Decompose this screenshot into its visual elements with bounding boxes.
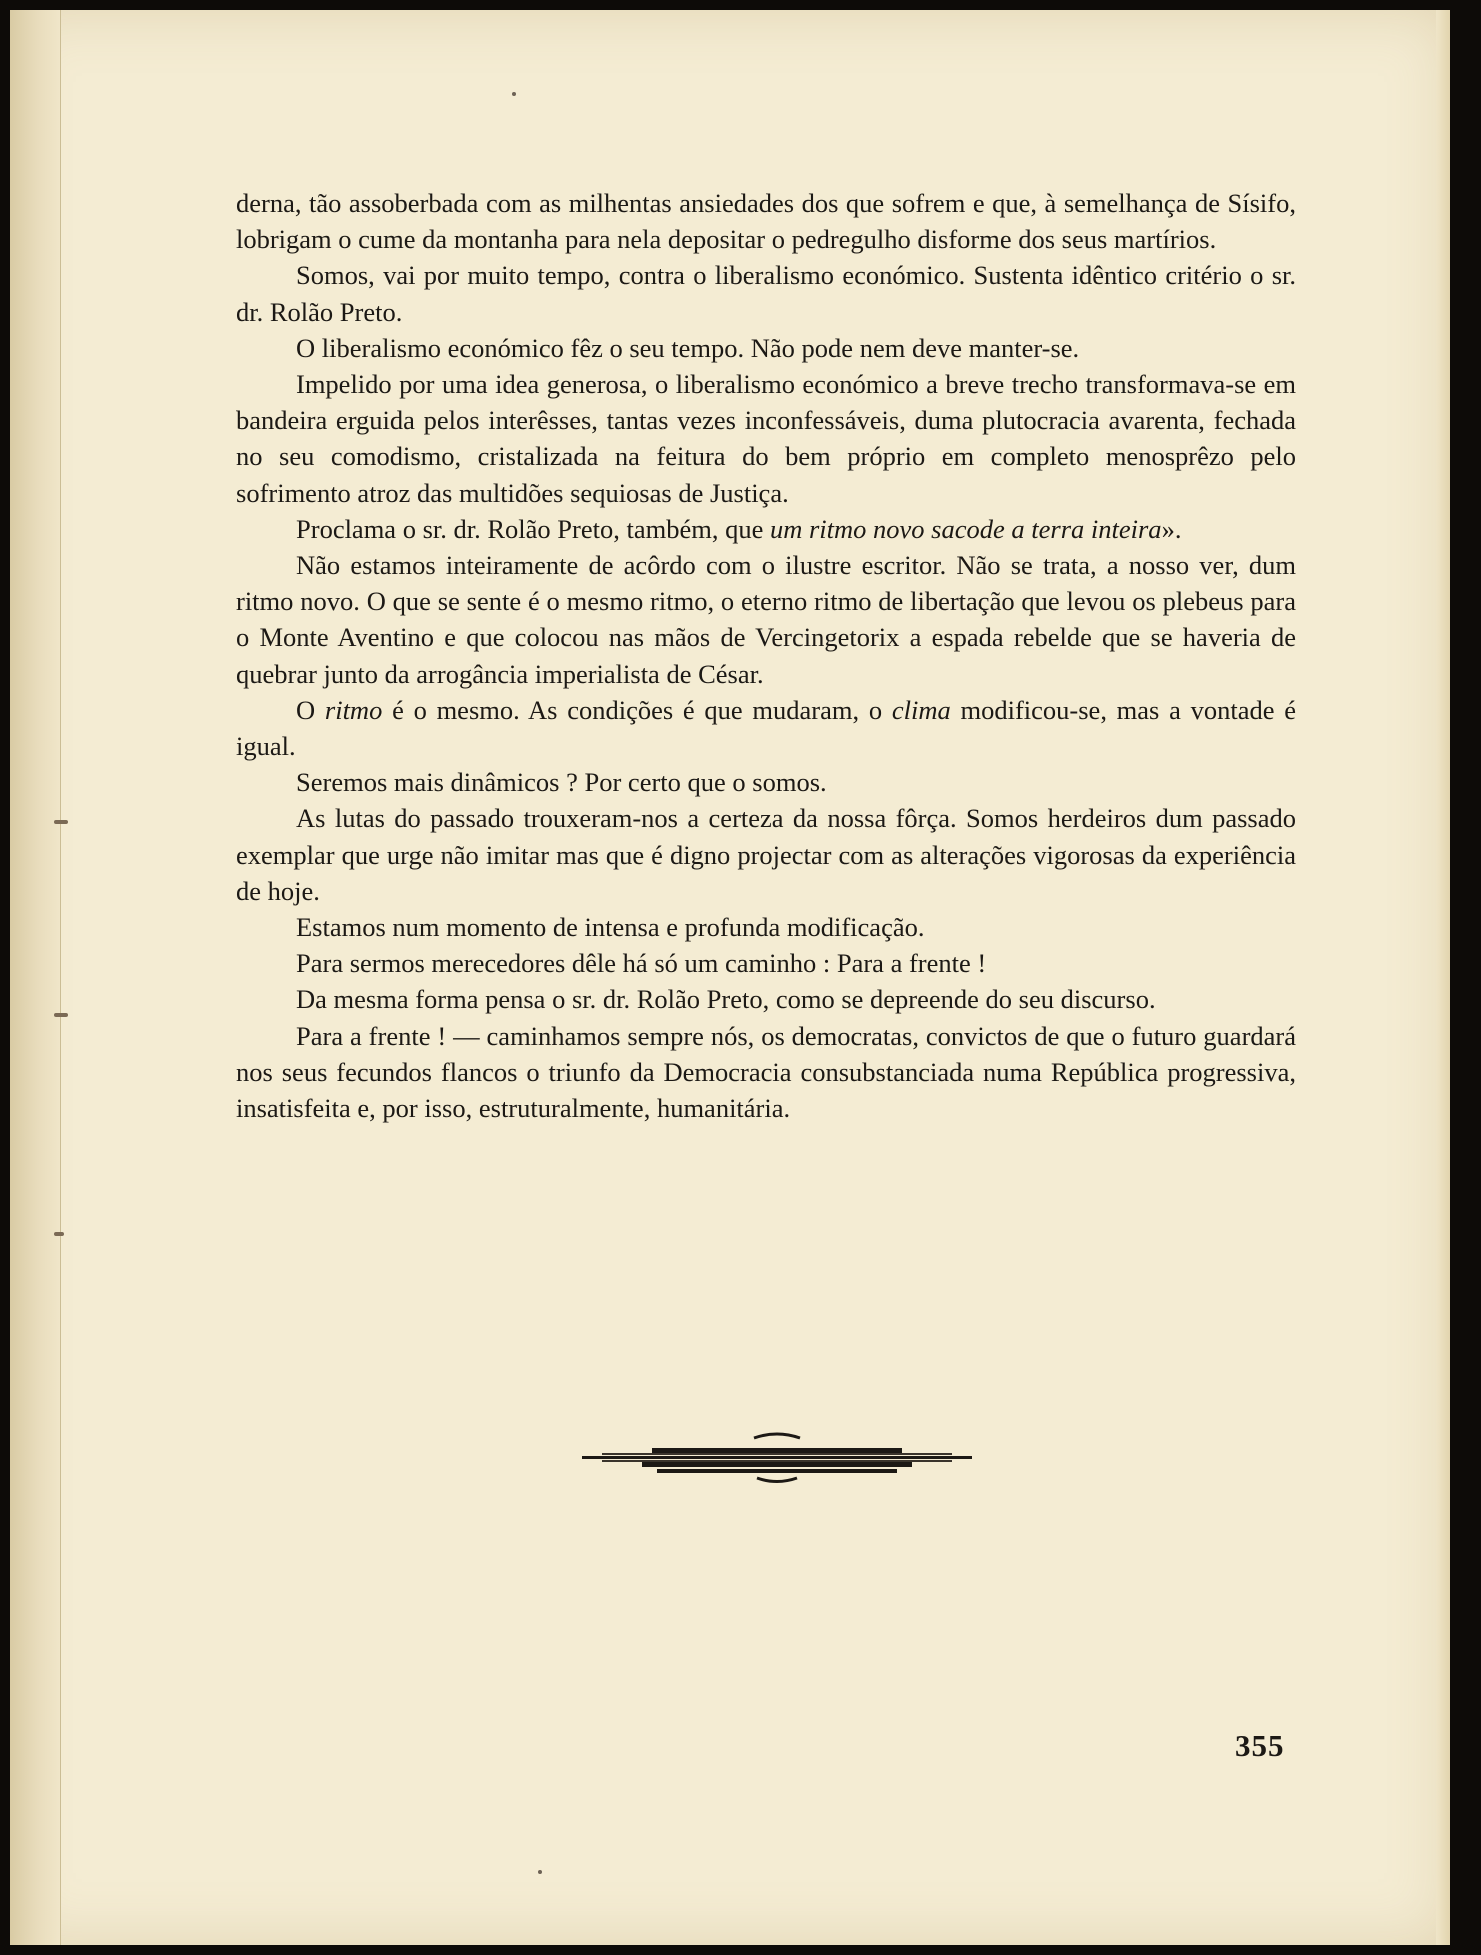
decorative-rule-ornament-icon (582, 1428, 972, 1488)
paragraph-text: modificou-se, mas a vontade é igual. (236, 694, 1297, 762)
paragraph: Não estamos inteiramente de acôrdo com o ilustre escritor. Não se trata, a nosso ver, dum ritmo novo. O que se sente é o mesmo ritmo, o eterno ritmo de libertação que levou os plebeus para o Monte Aventino e que colocou nas mãos de Vercingetorix a espada rebelde que se haveria de quebrar junto da arrogância imperialista de César. (236, 550, 1296, 689)
paragraph-text: O (296, 694, 325, 725)
paragraph (236, 692, 1296, 764)
paragraph: As lutas do passado trouxeram-nos a certeza da nossa fôrça. Somos herdeiros dum passado exemplar que urge não imitar mas que é digno projectar com as alterações vigorosas da experiência de hoje. (236, 803, 1296, 906)
paragraph-text: Proclama o sr. dr. Rolão Preto, também, que (296, 513, 770, 544)
paragraph: Da mesma forma pensa o sr. dr. Rolão Preto, como se depreende do seu discurso. (296, 984, 1156, 1015)
page-edge (1436, 10, 1450, 1945)
paragraph: Estamos num momento de intensa e profunda modificação. (296, 912, 925, 943)
binding-mark (54, 820, 68, 824)
paragraph: Seremos mais dinâmicos ? Por certo que o somos. (296, 767, 827, 798)
book-page (10, 10, 1450, 1945)
paper-speck (512, 92, 516, 96)
paragraph: derna, tão assoberbada com as milhentas ansiedades dos que sofrem e que, à semelhança de Sísifo, lobrigam o cume da montanha para nela depositar o pedregulho disforme dos seus martírios. (236, 188, 1296, 255)
paragraph (236, 511, 1296, 547)
italic-word: clima (891, 694, 951, 725)
paragraph: Para a frente ! — caminhamos sempre nós, os democratas, convictos de que o futuro guardará nos seus fecundos flancos o triunfo da Democracia consubstanciada numa República progressiva, insatisfeita e, por isso, estruturalmente, humanitária. (236, 1020, 1296, 1124)
paragraph-text: ». (1161, 513, 1182, 544)
paragraph-text: é o mesmo. As condições é que mudaram, o (382, 694, 892, 725)
italic-word: ritmo (324, 694, 383, 725)
paragraph: Para sermos merecedores dêle há só um caminho : Para a frente ! (296, 948, 987, 979)
paper-speck (538, 1870, 542, 1874)
binding-mark (54, 1232, 64, 1236)
quoted-phrase: um ritmo novo sacode a terra inteira (769, 513, 1162, 544)
page-number: 355 (1235, 1728, 1285, 1763)
binding-mark (54, 1013, 68, 1017)
paragraph: O liberalismo económico fêz o seu tempo. Não pode nem deve manter-se. (296, 332, 1080, 363)
paragraph: Impelido por uma idea generosa, o liberalismo económico a breve trecho transformava-se em bandeira erguida pelos interêsses, tantas vezes inconfessáveis, duma plutocracia avarenta, fechada no seu comodismo, cristalizada na feitura do bem próprio em completo menosprêzo pelo sofrimento atroz das multidões sequiosas de Justiça. (236, 369, 1296, 508)
page-gutter (10, 10, 61, 1945)
paragraph: Somos, vai por muito tempo, contra o liberalismo económico. Sustenta idêntico critério o sr. dr. Rolão Preto. (236, 260, 1296, 327)
body-text (236, 185, 1296, 1126)
